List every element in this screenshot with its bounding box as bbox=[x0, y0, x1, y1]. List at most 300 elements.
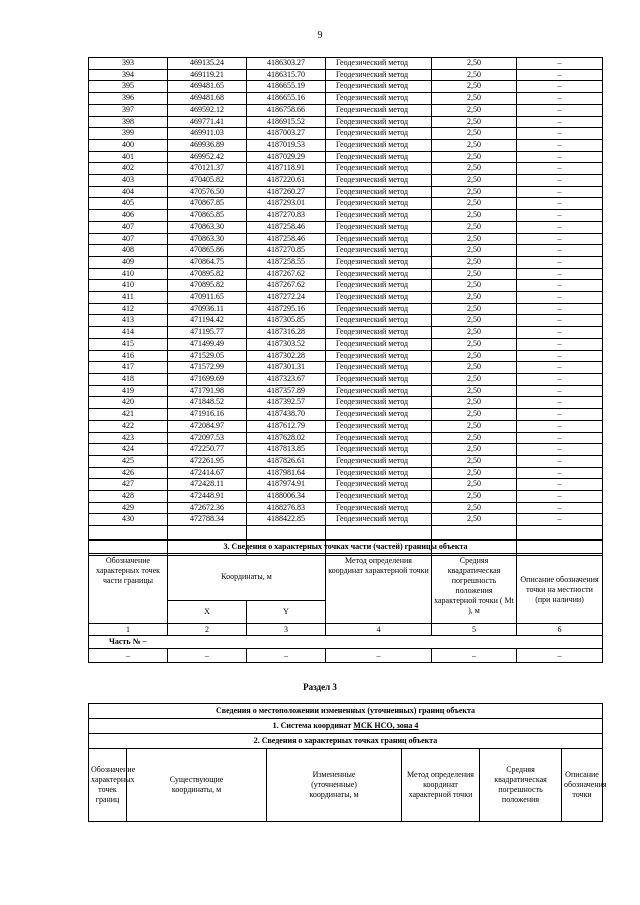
method-cell: Геодезический метод bbox=[326, 268, 432, 280]
point-number-cell: 415 bbox=[89, 338, 168, 350]
coord-x-cell: 469952.42 bbox=[168, 151, 247, 163]
description-cell: – bbox=[517, 221, 603, 233]
table-row bbox=[89, 303, 603, 315]
coord-x-cell: 469911.03 bbox=[168, 128, 247, 140]
description-cell: – bbox=[517, 186, 603, 198]
s3-header-description: Описание обозначения точки bbox=[562, 749, 603, 822]
coord-x-cell: 470865.86 bbox=[168, 245, 247, 257]
coord-y-cell: 4187003.27 bbox=[247, 128, 326, 140]
accuracy-cell: 2,50 bbox=[432, 163, 517, 175]
point-number-cell: 411 bbox=[89, 292, 168, 304]
method-cell: Геодезический метод bbox=[326, 163, 432, 175]
table-row bbox=[89, 409, 603, 421]
method-cell: Геодезический метод bbox=[326, 256, 432, 268]
coord-y-cell: 4186315.70 bbox=[247, 69, 326, 81]
dash-cell: – bbox=[247, 649, 326, 663]
points-table-body bbox=[89, 58, 603, 556]
table-row bbox=[89, 350, 603, 362]
method-cell: Геодезический метод bbox=[326, 69, 432, 81]
coord-x-cell: 472261.95 bbox=[168, 455, 247, 467]
point-number-cell: 393 bbox=[89, 58, 168, 70]
coord-y-cell: 4187019.53 bbox=[247, 139, 326, 151]
method-cell: Геодезический метод bbox=[326, 116, 432, 128]
point-number-cell: 417 bbox=[89, 362, 168, 374]
accuracy-cell: 2,50 bbox=[432, 350, 517, 362]
coord-x-cell: 471916.16 bbox=[168, 409, 247, 421]
method-cell: Геодезический метод bbox=[326, 432, 432, 444]
description-cell: – bbox=[517, 455, 603, 467]
coord-x-cell: 471194.42 bbox=[168, 315, 247, 327]
coord-y-cell: 4187981.64 bbox=[247, 467, 326, 479]
accuracy-cell: 2,50 bbox=[432, 303, 517, 315]
point-number-cell: 427 bbox=[89, 479, 168, 491]
point-number-cell: 395 bbox=[89, 81, 168, 93]
point-number-cell: 424 bbox=[89, 444, 168, 456]
table-row bbox=[89, 69, 603, 81]
table-row bbox=[89, 139, 603, 151]
coord-y-cell: 4187295.16 bbox=[247, 303, 326, 315]
table-row bbox=[89, 186, 603, 198]
method-cell: Геодезический метод bbox=[326, 479, 432, 491]
coord-y-cell: 4187438.70 bbox=[247, 409, 326, 421]
coord-y-cell: 4187302.28 bbox=[247, 350, 326, 362]
method-cell: Геодезический метод bbox=[326, 198, 432, 210]
dash-cell: – bbox=[432, 649, 517, 663]
point-number-cell: 416 bbox=[89, 350, 168, 362]
accuracy-cell: 2,50 bbox=[432, 280, 517, 292]
method-cell: Геодезический метод bbox=[326, 467, 432, 479]
coord-y-cell: 4187301.31 bbox=[247, 362, 326, 374]
accuracy-cell: 2,50 bbox=[432, 256, 517, 268]
table-row bbox=[89, 151, 603, 163]
description-cell: – bbox=[517, 444, 603, 456]
method-cell: Геодезический метод bbox=[326, 233, 432, 245]
description-cell: – bbox=[517, 327, 603, 339]
method-cell: Геодезический метод bbox=[326, 128, 432, 140]
description-cell: – bbox=[517, 151, 603, 163]
accuracy-cell: 2,50 bbox=[432, 128, 517, 140]
method-cell: Геодезический метод bbox=[326, 104, 432, 116]
method-cell: Геодезический метод bbox=[326, 151, 432, 163]
coord-x-cell: 472250.77 bbox=[168, 444, 247, 456]
point-number-cell: 420 bbox=[89, 397, 168, 409]
description-cell: – bbox=[517, 104, 603, 116]
accuracy-cell: 2,50 bbox=[432, 268, 517, 280]
point-number-cell: 400 bbox=[89, 139, 168, 151]
coord-x-cell: 470911.65 bbox=[168, 292, 247, 304]
coord-x-cell: 470576.50 bbox=[168, 186, 247, 198]
point-number-cell: 408 bbox=[89, 245, 168, 257]
description-cell: – bbox=[517, 502, 603, 514]
method-cell: Геодезический метод bbox=[326, 58, 432, 70]
point-number-cell: 410 bbox=[89, 280, 168, 292]
description-cell: – bbox=[517, 93, 603, 105]
description-cell: – bbox=[517, 420, 603, 432]
part-points-table bbox=[88, 539, 603, 663]
table-row bbox=[89, 245, 603, 257]
description-cell: – bbox=[517, 163, 603, 175]
method-cell: Геодезический метод bbox=[326, 350, 432, 362]
coord-y-cell: 4187316.28 bbox=[247, 327, 326, 339]
coord-x-cell: 472084.97 bbox=[168, 420, 247, 432]
coord-x-cell: 469135.24 bbox=[168, 58, 247, 70]
table-row bbox=[89, 338, 603, 350]
accuracy-cell: 2,50 bbox=[432, 455, 517, 467]
table-row bbox=[89, 210, 603, 222]
method-cell: Геодезический метод bbox=[326, 420, 432, 432]
table-row bbox=[89, 327, 603, 339]
coord-y-cell: 4187118.91 bbox=[247, 163, 326, 175]
section-heading: Раздел 3 bbox=[303, 682, 337, 692]
coord-y-cell: 4187826.61 bbox=[247, 455, 326, 467]
coord-x-cell: 471791.98 bbox=[168, 385, 247, 397]
point-number-cell: 405 bbox=[89, 198, 168, 210]
coord-x-cell: 472428.11 bbox=[168, 479, 247, 491]
coord-y-cell: 4187392.57 bbox=[247, 397, 326, 409]
point-number-cell: 401 bbox=[89, 151, 168, 163]
coord-x-cell: 471529.05 bbox=[168, 350, 247, 362]
accuracy-cell: 2,50 bbox=[432, 175, 517, 187]
point-number-cell: 409 bbox=[89, 256, 168, 268]
table-row bbox=[89, 502, 603, 514]
header-x: X bbox=[168, 601, 247, 624]
page-number: 9 bbox=[317, 30, 323, 41]
part-label: Часть № – bbox=[89, 636, 603, 649]
method-cell: Геодезический метод bbox=[326, 362, 432, 374]
table-row bbox=[89, 163, 603, 175]
coord-x-cell: 469936.89 bbox=[168, 139, 247, 151]
description-cell: – bbox=[517, 198, 603, 210]
accuracy-cell: 2,50 bbox=[432, 58, 517, 70]
description-cell: – bbox=[517, 245, 603, 257]
method-cell: Геодезический метод bbox=[326, 385, 432, 397]
description-cell: – bbox=[517, 139, 603, 151]
table-row bbox=[89, 292, 603, 304]
coord-y-cell: 4187323.67 bbox=[247, 373, 326, 385]
s3-header-existing: Существующие координаты, м bbox=[127, 749, 267, 822]
coord-x-cell: 471572.99 bbox=[168, 362, 247, 374]
method-cell: Геодезический метод bbox=[326, 210, 432, 222]
description-cell: – bbox=[517, 81, 603, 93]
point-number-cell: 428 bbox=[89, 491, 168, 503]
description-cell: – bbox=[517, 58, 603, 70]
method-cell: Геодезический метод bbox=[326, 338, 432, 350]
accuracy-cell: 2,50 bbox=[432, 315, 517, 327]
point-number-cell: 430 bbox=[89, 514, 168, 526]
table-row bbox=[89, 116, 603, 128]
s3-header-method: Метод определения координат характерной точки bbox=[402, 749, 480, 822]
description-cell: – bbox=[517, 128, 603, 140]
point-number-cell: 426 bbox=[89, 467, 168, 479]
coord-x-cell: 471499.49 bbox=[168, 338, 247, 350]
coord-x-cell: 470863.30 bbox=[168, 233, 247, 245]
coord-y-cell: 4187612.79 bbox=[247, 420, 326, 432]
header-coordinates: Координаты, м bbox=[168, 554, 326, 601]
point-number-cell: 414 bbox=[89, 327, 168, 339]
method-cell: Геодезический метод bbox=[326, 221, 432, 233]
coordinate-system-prefix: 1. Система координат bbox=[272, 721, 354, 730]
method-cell: Геодезический метод bbox=[326, 81, 432, 93]
coord-y-cell: 4187813.85 bbox=[247, 444, 326, 456]
coord-x-cell: 469481.65 bbox=[168, 81, 247, 93]
header-method: Метод определения координат характерной точки bbox=[326, 554, 432, 624]
points-table bbox=[88, 57, 603, 556]
point-number-cell: 412 bbox=[89, 303, 168, 315]
method-cell: Геодезический метод bbox=[326, 292, 432, 304]
method-cell: Геодезический метод bbox=[326, 93, 432, 105]
accuracy-cell: 2,50 bbox=[432, 327, 517, 339]
table-row bbox=[89, 256, 603, 268]
coord-y-cell: 4187258.46 bbox=[247, 233, 326, 245]
coord-x-cell: 470867.85 bbox=[168, 198, 247, 210]
col-number: 6 bbox=[517, 624, 603, 636]
coord-y-cell: 4187270.83 bbox=[247, 210, 326, 222]
coord-x-cell: 471699.69 bbox=[168, 373, 247, 385]
col-number: 2 bbox=[168, 624, 247, 636]
accuracy-cell: 2,50 bbox=[432, 245, 517, 257]
description-cell: – bbox=[517, 373, 603, 385]
table-row bbox=[89, 385, 603, 397]
coordinate-system bbox=[89, 719, 603, 734]
table-row bbox=[89, 362, 603, 374]
coord-y-cell: 4187258.55 bbox=[247, 256, 326, 268]
point-number-cell: 406 bbox=[89, 210, 168, 222]
method-cell: Геодезический метод bbox=[326, 455, 432, 467]
dash-cell: – bbox=[326, 649, 432, 663]
coord-y-cell: 4188422.85 bbox=[247, 514, 326, 526]
table-row bbox=[89, 420, 603, 432]
dash-cell: – bbox=[168, 649, 247, 663]
coord-x-cell: 470936.11 bbox=[168, 303, 247, 315]
point-number-cell: 423 bbox=[89, 432, 168, 444]
method-cell: Геодезический метод bbox=[326, 139, 432, 151]
point-number-cell: 407 bbox=[89, 221, 168, 233]
accuracy-cell: 2,50 bbox=[432, 139, 517, 151]
accuracy-cell: 2,50 bbox=[432, 221, 517, 233]
description-cell: – bbox=[517, 116, 603, 128]
description-cell: – bbox=[517, 514, 603, 526]
point-number-cell: 429 bbox=[89, 502, 168, 514]
description-cell: – bbox=[517, 397, 603, 409]
s3-header-accuracy: Средняя квадратическая погрешность положения bbox=[480, 749, 562, 822]
dash-cell: – bbox=[89, 649, 168, 663]
coord-y-cell: 4187260.27 bbox=[247, 186, 326, 198]
table-row bbox=[89, 315, 603, 327]
coord-y-cell: 4187267.62 bbox=[247, 280, 326, 292]
coord-y-cell: 4187270.85 bbox=[247, 245, 326, 257]
table-row bbox=[89, 280, 603, 292]
accuracy-cell: 2,50 bbox=[432, 210, 517, 222]
col-number: 3 bbox=[247, 624, 326, 636]
description-cell: – bbox=[517, 292, 603, 304]
col-number: 1 bbox=[89, 624, 168, 636]
table-row bbox=[89, 128, 603, 140]
point-number-cell: 422 bbox=[89, 420, 168, 432]
coord-x-cell: 470895.82 bbox=[168, 268, 247, 280]
point-number-cell: 399 bbox=[89, 128, 168, 140]
description-cell: – bbox=[517, 303, 603, 315]
method-cell: Геодезический метод bbox=[326, 175, 432, 187]
accuracy-cell: 2,50 bbox=[432, 151, 517, 163]
description-cell: – bbox=[517, 350, 603, 362]
points-subtitle: 2. Сведения о характерных точках границ объекта bbox=[89, 734, 603, 749]
table-row bbox=[89, 268, 603, 280]
accuracy-cell: 2,50 bbox=[432, 292, 517, 304]
coord-y-cell: 4186915.52 bbox=[247, 116, 326, 128]
accuracy-cell: 2,50 bbox=[432, 233, 517, 245]
point-number-cell: 421 bbox=[89, 409, 168, 421]
table-row bbox=[89, 198, 603, 210]
dash-cell: – bbox=[517, 649, 603, 663]
coord-x-cell: 472448.91 bbox=[168, 491, 247, 503]
point-number-cell: 410 bbox=[89, 268, 168, 280]
accuracy-cell: 2,50 bbox=[432, 104, 517, 116]
method-cell: Геодезический метод bbox=[326, 502, 432, 514]
method-cell: Геодезический метод bbox=[326, 315, 432, 327]
table-row bbox=[89, 479, 603, 491]
table-row bbox=[89, 221, 603, 233]
point-number-cell: 394 bbox=[89, 69, 168, 81]
coordinate-system-name: МСК НСО, зона 4 bbox=[353, 721, 419, 730]
point-number-cell: 396 bbox=[89, 93, 168, 105]
header-accuracy: Средняя квадратическая погрешность положения характерной точки ( Mt ), м bbox=[432, 554, 517, 624]
accuracy-cell: 2,50 bbox=[432, 479, 517, 491]
coord-x-cell: 471848.52 bbox=[168, 397, 247, 409]
method-cell: Геодезический метод bbox=[326, 373, 432, 385]
point-number-cell: 397 bbox=[89, 104, 168, 116]
coord-x-cell: 470121.37 bbox=[168, 163, 247, 175]
table-row bbox=[89, 444, 603, 456]
accuracy-cell: 2,50 bbox=[432, 81, 517, 93]
coord-y-cell: 4187029.29 bbox=[247, 151, 326, 163]
description-cell: – bbox=[517, 69, 603, 81]
method-cell: Геодезический метод bbox=[326, 186, 432, 198]
description-cell: – bbox=[517, 432, 603, 444]
method-cell: Геодезический метод bbox=[326, 409, 432, 421]
part-section-title: 3. Сведения о характерных точках части (частей) границы объекта bbox=[89, 540, 603, 554]
coord-y-cell: 4188006.34 bbox=[247, 491, 326, 503]
method-cell: Геодезический метод bbox=[326, 491, 432, 503]
method-cell: Геодезический метод bbox=[326, 327, 432, 339]
point-number-cell: 398 bbox=[89, 116, 168, 128]
coord-y-cell: 4187303.52 bbox=[247, 338, 326, 350]
table-row bbox=[89, 514, 603, 526]
point-number-cell: 418 bbox=[89, 373, 168, 385]
table-row bbox=[89, 81, 603, 93]
description-cell: – bbox=[517, 338, 603, 350]
point-number-cell: 402 bbox=[89, 163, 168, 175]
method-cell: Геодезический метод bbox=[326, 303, 432, 315]
point-number-cell: 407 bbox=[89, 233, 168, 245]
accuracy-cell: 2,50 bbox=[432, 198, 517, 210]
accuracy-cell: 2,50 bbox=[432, 467, 517, 479]
coord-x-cell: 469771.41 bbox=[168, 116, 247, 128]
table-row bbox=[89, 467, 603, 479]
point-number-cell: 425 bbox=[89, 455, 168, 467]
coord-x-cell: 470864.75 bbox=[168, 256, 247, 268]
table-row bbox=[89, 233, 603, 245]
point-number-cell: 413 bbox=[89, 315, 168, 327]
s3-header-designation: Обозначение характерных точек границ bbox=[89, 749, 127, 822]
coord-y-cell: 4187974.91 bbox=[247, 479, 326, 491]
accuracy-cell: 2,50 bbox=[432, 491, 517, 503]
method-cell: Геодезический метод bbox=[326, 397, 432, 409]
point-number-cell: 404 bbox=[89, 186, 168, 198]
accuracy-cell: 2,50 bbox=[432, 514, 517, 526]
coord-x-cell: 469592.12 bbox=[168, 104, 247, 116]
coord-y-cell: 4186655.19 bbox=[247, 81, 326, 93]
description-cell: – bbox=[517, 210, 603, 222]
coord-y-cell: 4186758.66 bbox=[247, 104, 326, 116]
coord-y-cell: 4187293.01 bbox=[247, 198, 326, 210]
description-cell: – bbox=[517, 491, 603, 503]
point-number-cell: 419 bbox=[89, 385, 168, 397]
table-row bbox=[89, 491, 603, 503]
accuracy-cell: 2,50 bbox=[432, 420, 517, 432]
description-cell: – bbox=[517, 467, 603, 479]
point-number-cell: 403 bbox=[89, 175, 168, 187]
table-row bbox=[89, 432, 603, 444]
header-description: Описание обозначения точки на местности (при наличии) bbox=[517, 554, 603, 624]
coord-x-cell: 469119.21 bbox=[168, 69, 247, 81]
accuracy-cell: 2,50 bbox=[432, 432, 517, 444]
header-designation: Обозначение характерных точек части границы bbox=[89, 554, 168, 624]
description-cell: – bbox=[517, 385, 603, 397]
coord-x-cell: 470865.85 bbox=[168, 210, 247, 222]
accuracy-cell: 2,50 bbox=[432, 186, 517, 198]
coord-y-cell: 4186655.16 bbox=[247, 93, 326, 105]
table-row bbox=[89, 58, 603, 70]
coord-x-cell: 471195.77 bbox=[168, 327, 247, 339]
coord-y-cell: 4187267.62 bbox=[247, 268, 326, 280]
description-cell: – bbox=[517, 362, 603, 374]
accuracy-cell: 2,50 bbox=[432, 362, 517, 374]
description-cell: – bbox=[517, 280, 603, 292]
coord-y-cell: 4187220.61 bbox=[247, 175, 326, 187]
coord-y-cell: 4187258.46 bbox=[247, 221, 326, 233]
accuracy-cell: 2,50 bbox=[432, 385, 517, 397]
col-number: 4 bbox=[326, 624, 432, 636]
section3-title: Сведения о местоположении измененных (уточненных) границ объекта bbox=[89, 704, 603, 719]
method-cell: Геодезический метод bbox=[326, 280, 432, 292]
description-cell: – bbox=[517, 409, 603, 421]
accuracy-cell: 2,50 bbox=[432, 444, 517, 456]
coord-x-cell: 472097.53 bbox=[168, 432, 247, 444]
table-row bbox=[89, 175, 603, 187]
description-cell: – bbox=[517, 256, 603, 268]
description-cell: – bbox=[517, 479, 603, 491]
description-cell: – bbox=[517, 233, 603, 245]
s3-header-changed: Измененные (уточненные) координаты, м bbox=[267, 749, 402, 822]
description-cell: – bbox=[517, 268, 603, 280]
table-row bbox=[89, 373, 603, 385]
section3-table bbox=[88, 703, 607, 822]
table-row bbox=[89, 93, 603, 105]
coord-x-cell: 472414.67 bbox=[168, 467, 247, 479]
coord-x-cell: 472672.36 bbox=[168, 502, 247, 514]
coord-x-cell: 470895.82 bbox=[168, 280, 247, 292]
description-cell: – bbox=[517, 175, 603, 187]
header-y: Y bbox=[247, 601, 326, 624]
coord-y-cell: 4188276.83 bbox=[247, 502, 326, 514]
accuracy-cell: 2,50 bbox=[432, 502, 517, 514]
accuracy-cell: 2,50 bbox=[432, 373, 517, 385]
coord-x-cell: 470863.30 bbox=[168, 221, 247, 233]
coord-x-cell: 472788.34 bbox=[168, 514, 247, 526]
coord-x-cell: 470405.82 bbox=[168, 175, 247, 187]
accuracy-cell: 2,50 bbox=[432, 69, 517, 81]
coord-y-cell: 4187272.24 bbox=[247, 292, 326, 304]
